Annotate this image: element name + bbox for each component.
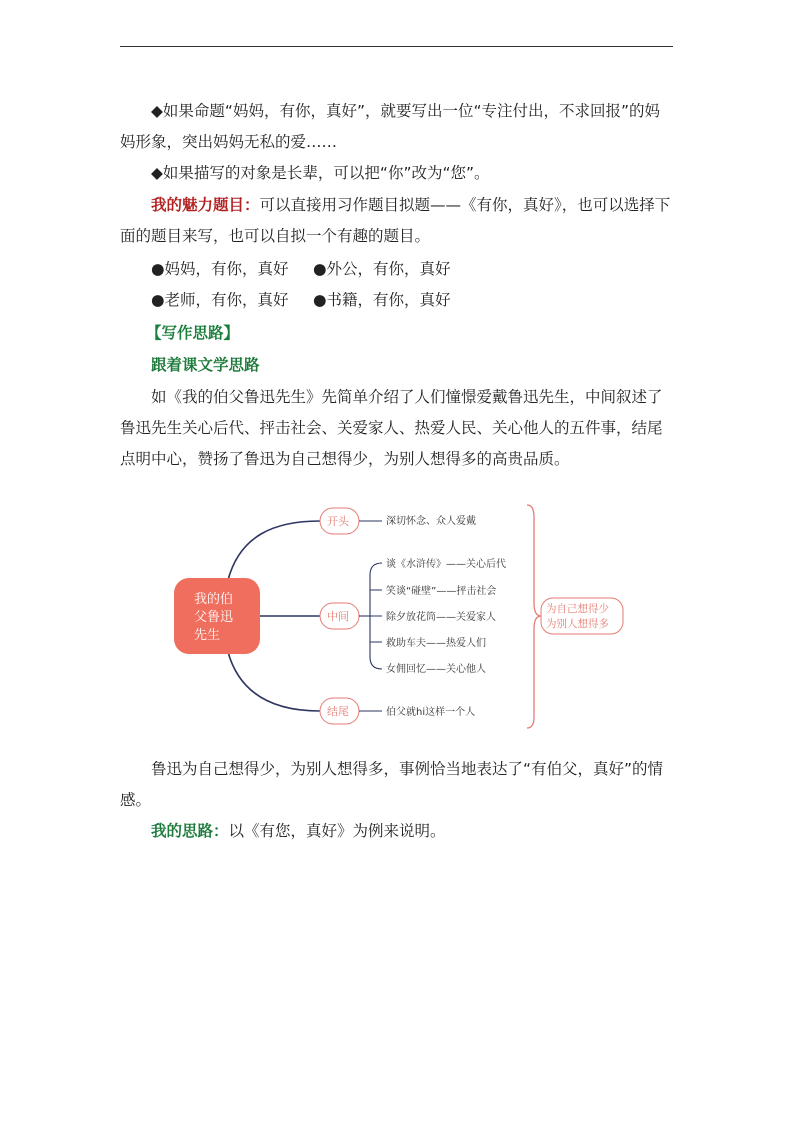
start-detail: 深切怀念、众人爱戴 — [386, 516, 476, 527]
paragraph-mom: ◆如果命题“妈妈，有你，真好”，就要写出一位“专注付出，不求回报”的妈妈形象，突出妈妈无私的爱…… — [120, 102, 661, 151]
paragraph-mine — [120, 816, 673, 847]
charm-title-label: 我的魅力题目： — [151, 196, 260, 214]
summary-brace — [527, 505, 541, 728]
mine-label: 我的思路： — [151, 822, 229, 840]
middle-detail-2: 笑谈“碰壁”——抨击社会 — [386, 586, 497, 597]
center-line-1: 我的伯 — [194, 592, 234, 607]
paragraph-elder: ◆如果描写的对象是长辈，可以把“你”改为“您”。 — [151, 164, 490, 182]
middle-detail-4: 救助车夫——热爱人们 — [386, 638, 486, 649]
paragraph-example: 如《我的伯父鲁迅先生》先简单介绍了人们憧憬爱戴鲁迅先生，中间叙述了鲁迅先生关心后代、抨击社会、关爱家人、热爱人民、关心他人的五件事，结尾点明中心，赞扬了鲁迅为自己想得少，为别人想得多的高贵品质。 — [120, 388, 663, 468]
center-line-3: 先生 — [194, 628, 221, 643]
charm-title-text: 可以直接用习作题目拟题——《有你，真好》，也可以选择下面的题目来写，也可以自拟一个有趣的题目。 — [120, 196, 671, 245]
subsection-title: 跟着课文学思路 — [151, 356, 260, 374]
paragraph-summary: 鲁迅为自己想得少，为别人想得多，事例恰当地表达了“有伯父，真好”的情感。 — [120, 760, 664, 809]
bullet-teacher: ●老师，有你，真好 — [151, 291, 289, 309]
summary-line-1: 为自己想得少 — [546, 603, 609, 615]
bullet-grandpa: ●外公，有你，真好 — [313, 260, 451, 278]
summary-line-2: 为别人想得多 — [546, 618, 609, 630]
svg-text:开头: 开头 — [327, 515, 349, 528]
svg-text:中间: 中间 — [327, 610, 349, 623]
end-detail: 伯父就hi这样一个人 — [386, 707, 476, 718]
header-rule — [120, 46, 673, 47]
center-line-2: 父鲁迅 — [194, 610, 234, 625]
bullet-mom: ●妈妈，有你，真好 — [151, 260, 289, 278]
middle-detail-5: 女佣回忆——关心他人 — [386, 664, 486, 675]
middle-detail-1: 谈《水浒传》——关心后代 — [386, 559, 506, 570]
middle-detail-3: 除夕放花筒——关爱家人 — [386, 612, 496, 623]
mind-map — [160, 495, 640, 735]
section-title: 【写作思路】 — [146, 324, 240, 342]
bullet-books: ●书籍，有你，真好 — [313, 291, 451, 309]
paragraph-charm-title — [120, 190, 673, 252]
mine-text: 以《有您，真好》为例来说明。 — [228, 822, 446, 840]
svg-text:结尾: 结尾 — [327, 705, 349, 718]
